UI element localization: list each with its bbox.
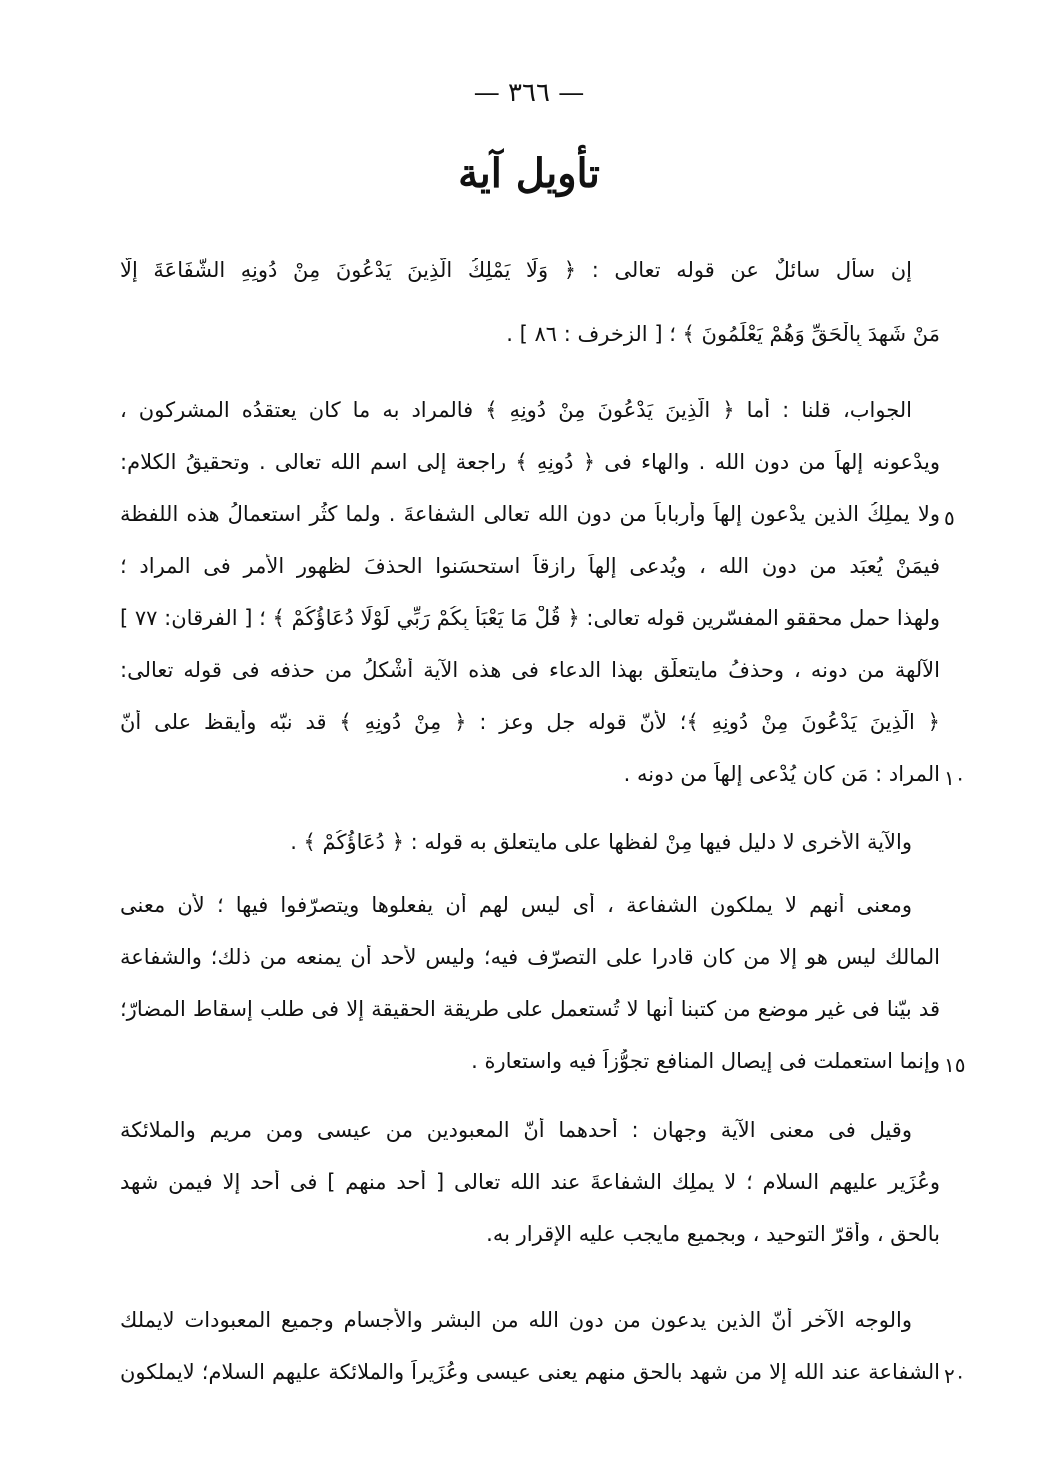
text-line: إن سأل سائلٌ عن قوله تعالى : ﴿ وَلَا يَمْلِكُ الَّذِينَ يَدْعُونَ مِنْ دُونِهِ الشَّفَاعَةَ إِلَّا <box>120 258 912 282</box>
text-line: ولهذا حمل محققو المفسّرين قوله تعالى: ﴿ قُلْ مَا يَعْبَأُ بِكُمْ رَبِّي لَوْلَا دُعَاؤُكُمْ ﴾ ؛ [ الفرقان: ٧٧ ] <box>120 606 940 630</box>
text-line: فيمَنْ يُعبَد من دون الله ، ويُدعى إلهاً رازقاً استحسَنوا الحذفَ لظهور الأمر فى المراد ؛ <box>120 554 940 578</box>
text-line: والآية الأخرى لا دليل فيها مِنْ لفظها على مايتعلق به قوله : ﴿ دُعَاؤُكُمْ ﴾ . <box>290 830 912 854</box>
margin-line-number: ١٠ <box>944 766 966 790</box>
text-line: مَنْ شَهِدَ بِالْحَقِّ وَهُمْ يَعْلَمُونَ ﴾ ؛ [ الزخرف : ٨٦ ] . <box>506 322 940 346</box>
section-heading: تأويل آية <box>458 150 600 197</box>
text-line: ولا يملِكُ الذين يدْعون إلهاً وأرباباً من دون الله تعالى الشفاعةَ . ولما كثُر استعمالُ هذه اللفظة <box>120 502 940 526</box>
text-line: قد بيّنا فى غير موضع من كتبنا أنها لا تُستعمل على طريقة الحقيقة إلا فى طلب إسقاط المضارّ؛ <box>120 997 940 1021</box>
margin-line-number: ١٥ <box>944 1053 966 1077</box>
text-line: والوجه الآخر أنّ الذين يدعون من دون الله من البشر والأجسام وجميع المعبودات لايملك <box>120 1308 912 1332</box>
text-line: الآلهة من دونه ، وحذفُ مايتعلّق بهذا الدعاء فى هذه الآية أشْكلُ من حذفه فى قوله تعالى: <box>120 658 940 682</box>
text-line: الجواب، قلنا : أما ﴿ الَّذِينَ يَدْعُونَ مِنْ دُونِهِ ﴾ فالمراد به ما كان يعتقدُه المشركون ، <box>120 398 912 422</box>
text-line: المالك ليس هو إلا من كان قادرا على التصرّف فيه؛ وليس لأحد أن يمنعه من ذلك؛ والشفاعة <box>120 945 940 969</box>
text-line: وإنما استعملت فى إيصال المنافع تجوُّزاً فيه واستعارة . <box>471 1049 940 1073</box>
text-line: بالحق ، وأقرّ التوحيد ، وبجميع مايجب عليه الإقرار به. <box>486 1222 940 1246</box>
text-line: ومعنى أنهم لا يملكون الشفاعة ، أى ليس لهم أن يفعلوها ويتصرّفوا فيها ؛ لأن معنى <box>120 893 912 917</box>
text-line: ويدْعونه إلهاً من دون الله . والهاء فى ﴿ دُونِهِ ﴾ راجعة إلى اسم الله تعالى . وتحقيقُ الكلام: <box>120 450 940 474</box>
text-line: وعُزَيرٍ عليهم السلام ؛ لا يملِك الشفاعةَ عند الله تعالى [ أحد منهم ] فى أحد إلا فيمن شهد <box>120 1170 940 1194</box>
margin-line-number: ٢٠ <box>944 1364 966 1388</box>
page-number: — ٣٦٦ — <box>473 78 585 108</box>
text-line: المراد : مَن كان يُدْعى إلهاً من دونه . <box>623 762 940 786</box>
text-line: ﴿ الَّذِينَ يَدْعُونَ مِنْ دُونِهِ ﴾؛ لأنّ قوله جل وعز : ﴿ مِنْ دُونِهِ ﴾ قد نبّه وأيقظ على أنّ <box>120 710 940 734</box>
text-line: وقيل فى معنى الآية وجهان : أحدهما أنّ المعبودين من عيسى ومن مريم والملائكة <box>120 1118 912 1142</box>
text-line: الشفاعة عند الله إلا من شهد بالحق منهم يعنى عيسى وعُزَيراً والملائكة عليهم السلام؛ لايملكون <box>120 1360 940 1384</box>
margin-line-number: ٥ <box>944 506 955 530</box>
